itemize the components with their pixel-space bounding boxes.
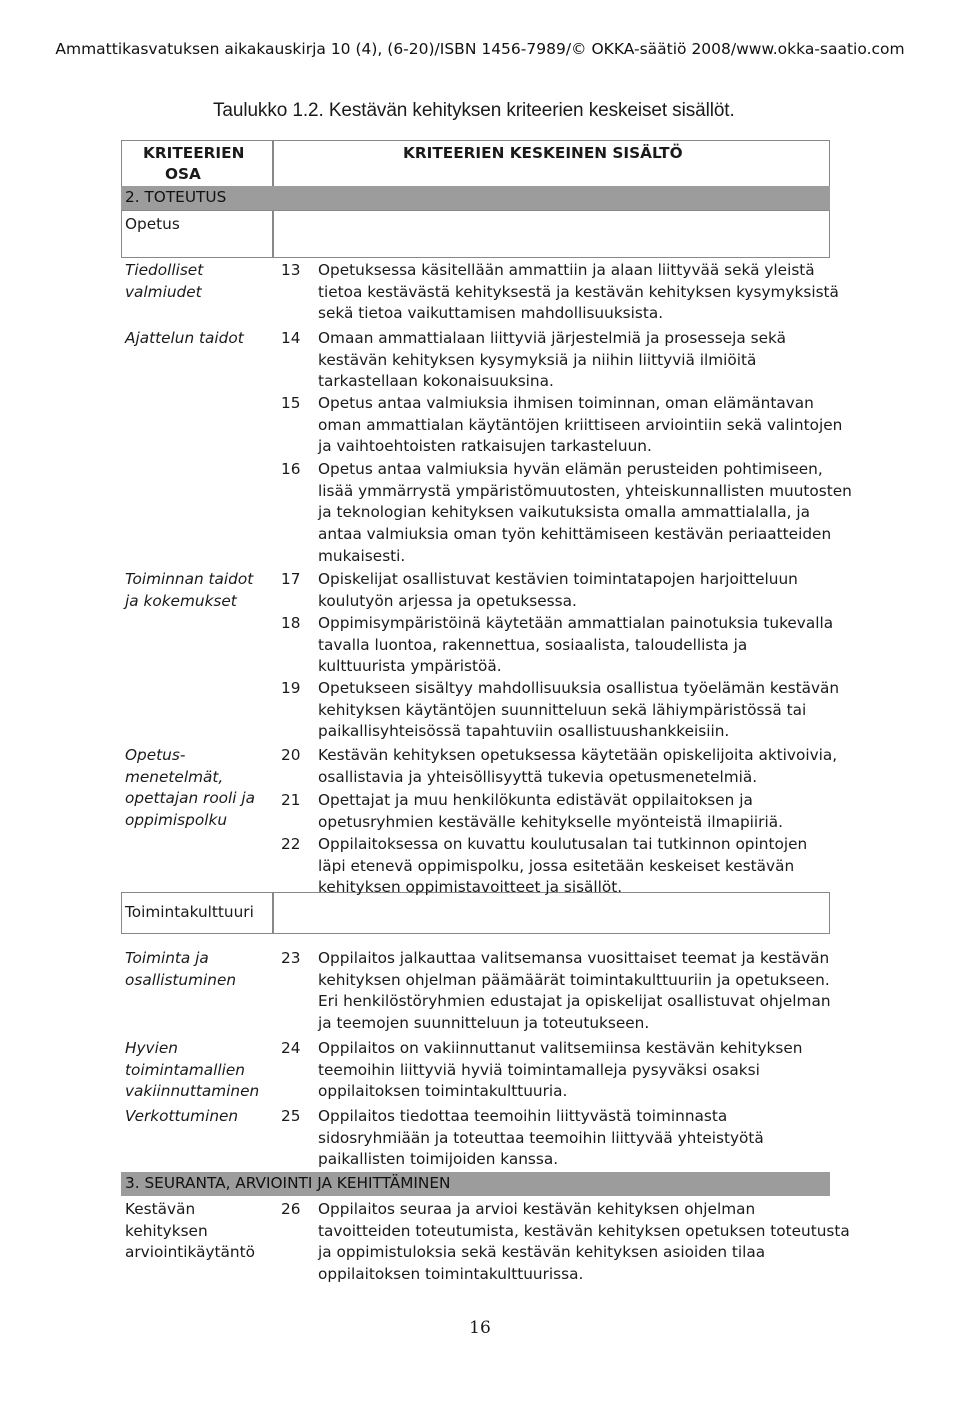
- section-2-band: [121, 186, 830, 210]
- section-3-title: 3. SEURANTA, ARVIOINTI JA KEHITTÄMINEN: [125, 1174, 451, 1192]
- page-number: 16: [469, 1318, 491, 1338]
- criterion-number: 13: [281, 261, 301, 279]
- criterion-text: Oppilaitos tiedottaa teemoihin liittyvästä toiminnasta sidosryhmiään ja toteuttaa teemoihin liittyvää yhteistyötä paikallisten toimijoiden kanssa.: [318, 1107, 764, 1169]
- criterion-text: Opettajat ja muu henkilökunta edistävät oppilaitoksen ja opetusryhmien kestävälle kehitykselle myönteistä ilmapiiriä.: [318, 791, 783, 831]
- criterion-number: 21: [281, 791, 301, 809]
- criterion-number: 17: [281, 570, 301, 588]
- label-verkottuminen: Verkottuminen: [125, 1107, 239, 1125]
- opetus-subheader-empty: [273, 210, 830, 258]
- criterion-number: 24: [281, 1039, 301, 1057]
- col1-header-line1: KRITEERIEN: [143, 144, 245, 162]
- criterion-number: 26: [281, 1200, 301, 1218]
- criterion-text: Oppilaitos on vakiinnuttanut valitsemiinsa kestävän kehityksen teemoihin liittyviä hyviä toimintamalleja pysyväksi osaksi oppilaitoksen toimintakulttuuria.: [318, 1039, 803, 1101]
- toimintakulttuuri-subheader: Toimintakulttuuri: [125, 903, 254, 921]
- criterion-number: 15: [281, 394, 301, 412]
- col2-header: KRITEERIEN KESKEINEN SISÄLTÖ: [403, 144, 683, 162]
- opetus-subheader: Opetus: [125, 215, 180, 233]
- label-ajattelun-taidot: Ajattelun taidot: [125, 329, 244, 347]
- label-kestavan-arviointikaytanto: Kestävän kehityksen arviointikäytäntö: [125, 1200, 255, 1262]
- criterion-text: Opetus antaa valmiuksia hyvän elämän perusteiden pohtimiseen, lisää ymmärrystä ympäristömuutosten, yhteiskunnallisten muutosten ja teknologian kehityksen vaikutuksista omalla ammattialalla, ja antaa valmiuksia oman työn kehittämiseen kestävän periaatteiden mukaisesti.: [318, 460, 852, 565]
- criterion-text: Oppimisympäristöinä käytetään ammattialan painotuksia tukevalla tavalla luontoa, rakennettua, sosiaalista, taloudellista ja kulttuurista ympäristöä.: [318, 614, 834, 676]
- col1-header-line2: OSA: [165, 165, 201, 183]
- criterion-number: 14: [281, 329, 301, 347]
- section-2-title: 2. TOTEUTUS: [125, 188, 227, 206]
- criterion-text: Oppilaitoksessa on kuvattu koulutusalan tai tutkinnon opintojen läpi etenevä oppimispolku, jossa esitetään keskeiset kestävän kehityksen oppimistavoitteet ja sisällöt.: [318, 835, 808, 897]
- criterion-number: 20: [281, 746, 301, 764]
- criterion-text: Oppilaitos seuraa ja arvioi kestävän kehityksen ohjelman tavoitteiden toteutumista, kestävän kehityksen opetuksen toteutusta ja oppimistuloksia sekä kestävän kehityksen asioiden tilaa oppilaitoksen toimintakulttuurissa.: [318, 1200, 850, 1284]
- criterion-number: 16: [281, 460, 301, 478]
- criterion-text: Omaan ammattialaan liittyviä järjestelmiä ja prosesseja sekä kestävän kehityksen kysymyksiä ja niihin liittyviä ilmiöitä tarkastellaan kokonaisuuksina.: [318, 329, 786, 391]
- criterion-text: Opiskelijat osallistuvat kestävien toimintatapojen harjoitteluun koulutyön arjessa ja opetuksessa.: [318, 570, 798, 610]
- label-toiminnan-taidot: Toiminnan taidot ja kokemukset: [125, 570, 254, 610]
- criterion-text: Oppilaitos jalkauttaa valitsemansa vuosittaiset teemat ja kestävän kehityksen ohjelman päämäärät toimintakulttuuriin ja opetukseen. Eri henkilöstöryhmien edustajat ja opiskelijat osallistuvat ohjelman ja teemojen suunnitteluun ja toteutukseen.: [318, 949, 831, 1033]
- criterion-number: 22: [281, 835, 301, 853]
- label-tiedolliset-valmiudet: Tiedolliset valmiudet: [125, 261, 204, 301]
- label-opetusmenetelmat: Opetus- menetelmät, opettajan rooli ja oppimispolku: [125, 746, 256, 830]
- criterion-number: 18: [281, 614, 301, 632]
- criterion-text: Kestävän kehityksen opetuksessa käytetään opiskelijoita aktivoivia, osallistavia ja yhteisöllisyyttä tukevia opetusmenetelmiä.: [318, 746, 838, 786]
- criterion-number: 23: [281, 949, 301, 967]
- journal-citation-header: Ammattikasvatuksen aikakauskirja 10 (4), (6-20)/ISBN 1456-7989/© OKKA-säätiö 2008/www.okka-saatio.com: [55, 40, 905, 58]
- table-caption: Taulukko 1.2. Kestävän kehityksen kriteerien keskeiset sisällöt.: [213, 100, 735, 121]
- criterion-text: Opetus antaa valmiuksia ihmisen toiminnan, oman elämäntavan oman ammattialan käytäntöjen kriittiseen arviointiin sekä valintojen ja vaihtoehtoisten ratkaisujen tarkasteluun.: [318, 394, 843, 456]
- criterion-number: 25: [281, 1107, 301, 1125]
- label-hyvien-toimintamallien: Hyvien toimintamallien vakiinnuttaminen: [125, 1039, 260, 1101]
- criterion-number: 19: [281, 679, 301, 697]
- label-toiminta-osallistuminen: Toiminta ja osallistuminen: [125, 949, 237, 989]
- criterion-text: Opetukseen sisältyy mahdollisuuksia osallistua työelämän kestävän kehityksen käytäntöjen suunnitteluun sekä lähiympäristössä tai paikallisyhteisössä tapahtuviin osallistuushankkeisiin.: [318, 679, 840, 741]
- criterion-text: Opetuksessa käsitellään ammattiin ja alaan liittyvää sekä yleistä tietoa kestävästä kehityksestä ja kestävän kehityksen kysymyksistä sekä tietoa vaikuttamisen mahdollisuuksista.: [318, 261, 839, 323]
